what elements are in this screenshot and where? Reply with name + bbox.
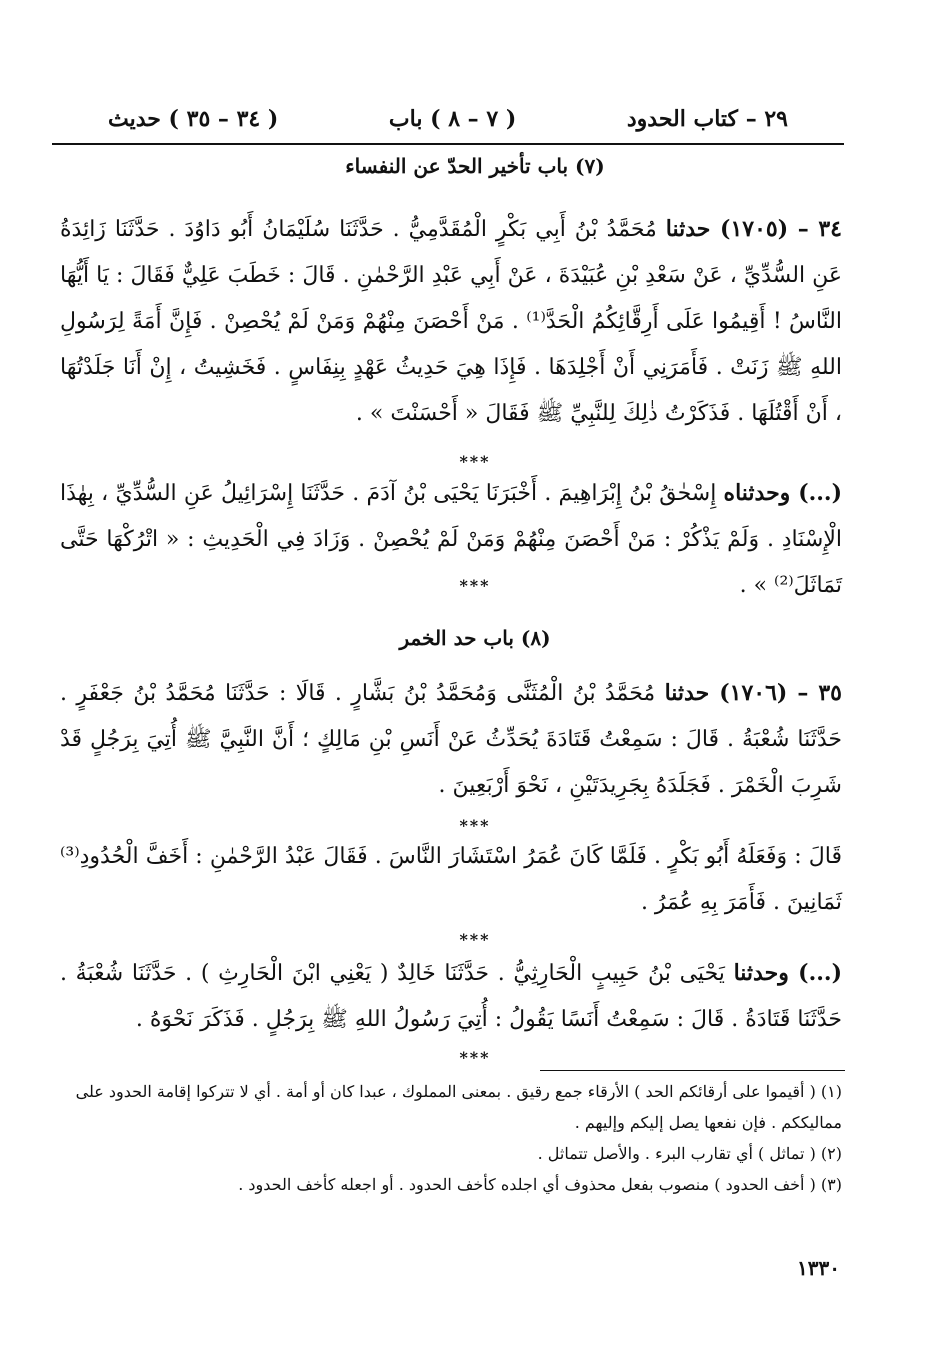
hadith-paragraph-35b — [60, 950, 842, 1043]
header-divider — [52, 143, 844, 145]
hadith-text: يَحْيَى بْنُ حَبِيبٍ الْحَارِثِيُّ . حَدَّثَنَا خَالِدٌ ( يَعْنِي ابْنَ الْحَارِثِ ) . حَدَّثَنَا شُعْبَةُ . حَدَّثَنَا قَتَادَةُ . قَالَ : سَمِعْتُ أَنَسًا يَقُولُ : أُتِيَ رَسُولُ اللهِ ﷺ بِرَجُلٍ . فَذَكَرَ نَحْوَهُ . — [60, 961, 842, 1032]
footnote-3: (٣) ( أخف الحدود ) منصوب بفعل محذوف أي اجلده كأخف الحدود . أو اجعله كأخف الحدود . — [238, 1175, 842, 1194]
hadith-paragraph-35 — [60, 670, 842, 809]
hadith-paragraph-35-cont — [60, 834, 842, 926]
footnote-2: (٢) ( تماثل ) أي تقارب البرء . والأصل تتماثل . — [537, 1144, 842, 1163]
hadith-text: إِسْحٰقُ بْنُ إِبْرَاهِيمَ . أَخْبَرَنَا يَحْيَى بْنُ آدَمَ . حَدَّثَنَا إِسْرَائِيلُ عَنِ السُّدِّيِّ ، بِهٰذَا الْإِسْنَادِ . وَلَمْ يَذْكُرْ : مَنْ أَحْصَنَ مِنْهُمْ وَمَنْ لَمْ يُحْصِنْ . وَزَادَ فِي الْحَدِيثِ : « اتْرُكْهَا حَتَّى تَمَاثَلَ⁽²⁾ » . — [60, 481, 842, 598]
hadith-text: مُحَمَّدُ بْنُ الْمُثَنَّى وَمُحَمَّدُ بْنُ بَشَّارٍ . قَالَا : حَدَّثَنَا مُحَمَّدُ بْنُ جَعْفَرٍ . حَدَّثَنَا شُعْبَةُ . قَالَ : سَمِعْتُ قَتَادَةَ يُحَدِّثُ عَنْ أَنَسِ بْنِ مَالِكٍ ؛ أَنَّ النَّبِيَّ ﷺ أُتِيَ بِرَجُلٍ قَدْ شَرِبَ الْخَمْرَ . فَجَلَدَهُ بِجَرِيدَتَيْنِ ، نَحْوَ أَرْبَعِينَ . — [60, 681, 842, 798]
section-separator: *** — [459, 452, 491, 471]
hadith-number: ٣٤ – (١٧٠٥) حدثنا — [665, 216, 842, 242]
chapter-title-7: (٧) باب تأخير الحدّ عن النفساء — [345, 154, 605, 178]
section-separator: *** — [459, 1048, 491, 1067]
header-chapter-range: ( ٧ – ٨ ) باب — [388, 106, 517, 132]
hadith-number: (...) وحدثنا — [733, 960, 842, 986]
chapter-title-8: (٨) باب حد الخمر — [399, 626, 551, 650]
footnote-divider — [540, 1070, 845, 1071]
header-book-title: ٢٩ – كتاب الحدود — [626, 106, 788, 132]
footnote-1: (١) ( أقيموا على أرقائكم الحد ) الأرقاء جمع رقيق . بمعنى المملوك ، عبدا كان أو أمة . أي لا تتركوا إقامة الحدود على مماليككم . فإن نفعها يصل إليكم وإليهم . — [75, 1082, 842, 1132]
section-separator: *** — [459, 576, 491, 595]
hadith-number: ٣٥ – (١٧٠٦) حدثنا — [664, 680, 842, 706]
section-separator: *** — [459, 930, 491, 949]
section-separator: *** — [459, 816, 491, 835]
header-hadith-range: ( ٣٤ – ٣٥ ) حديث — [108, 106, 279, 132]
running-header — [108, 102, 788, 136]
hadith-text: قَالَ : وَفَعَلَهُ أَبُو بَكْرٍ . فَلَمَّا كَانَ عُمَرُ اسْتَشَارَ النَّاسَ . فَقَالَ عَبْدُ الرَّحْمٰنِ : أَخَفَّ الْحُدُودِ⁽³⁾ ثَمَانِينَ . فَأَمَرَ بِهِ عُمَرُ . — [60, 844, 842, 915]
hadith-paragraph-34 — [60, 206, 842, 437]
hadith-text: مُحَمَّدُ بْنُ أَبِي بَكْرٍ الْمُقَدَّمِيُّ . حَدَّثَنَا سُلَيْمَانُ أَبُو دَاوُدَ . حَدَّثَنَا زَائِدَةُ عَنِ السُّدِّيِّ ، عَنْ سَعْدِ بْنِ عُبَيْدَةَ ، عَنْ أَبِي عَبْدِ الرَّحْمٰنِ . قَالَ : خَطَبَ عَلِيٌّ فَقَالَ : يَا أَيُّهَا النَّاسُ ! أَقِيمُوا عَلَى أَرِقَّائِكُمُ الْحَدَّ⁽¹⁾ . مَنْ أَحْصَنَ مِنْهُمْ وَمَنْ لَمْ يُحْصِنْ . فَإِنَّ أَمَةً لِرَسُولِ اللهِ ﷺ زَنَتْ . فَأَمَرَنِي أَنْ أَجْلِدَهَا . فَإِذَا هِيَ حَدِيثُ عَهْدٍ بِنِفَاسٍ . فَخَشِيتُ ، إِنْ أَنَا جَلَدْتُهَا ، أَنْ أَقْتُلَهَا . فَذَكَرْتُ ذٰلِكَ لِلنَّبِيِّ ﷺ فَقَالَ « أَحْسَنْتَ » . — [60, 217, 842, 426]
footnotes — [60, 1076, 842, 1200]
hadith-number: (...) وحدثناه — [723, 480, 842, 506]
page-number: ١٣٣٠ — [797, 1256, 840, 1280]
